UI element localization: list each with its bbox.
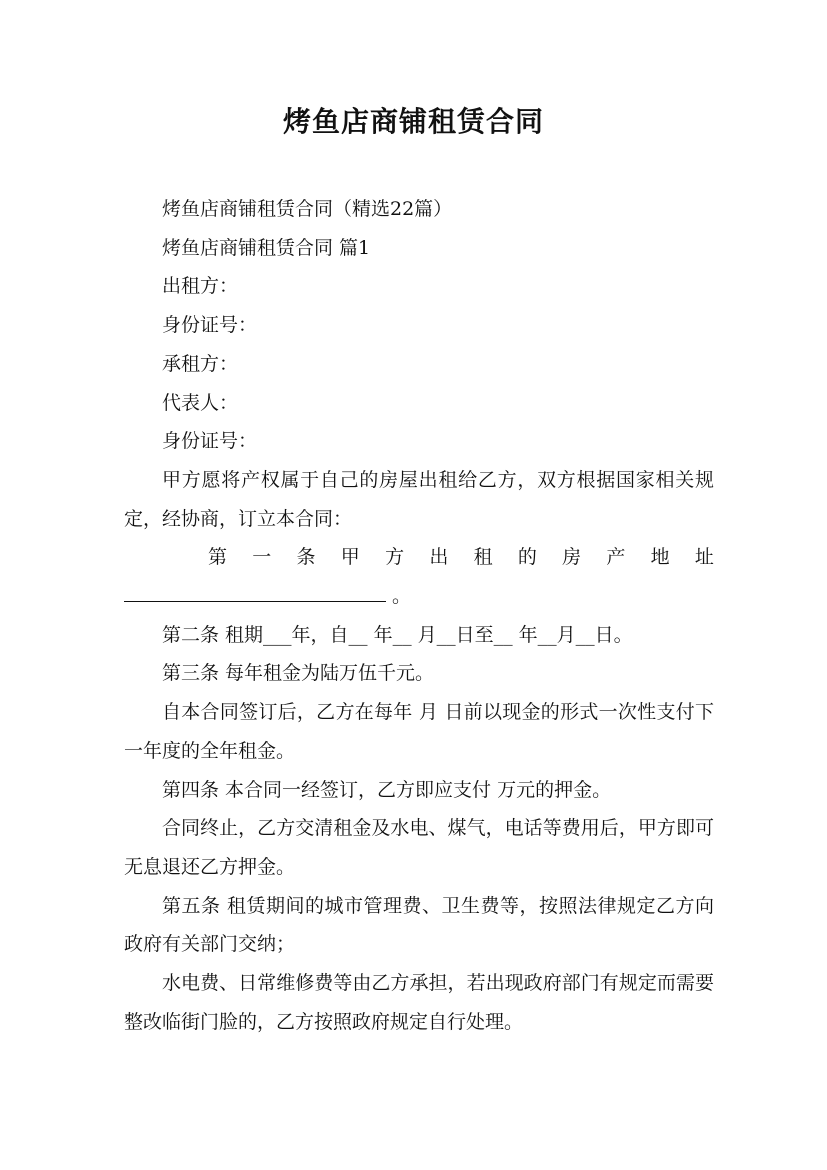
paragraph-chapter-heading: 烤鱼店商铺租赁合同 篇1 (162, 236, 371, 259)
paragraph-lessee: 承租方： (162, 352, 239, 375)
paragraph-article-3: 第三条 每年租金为陆万伍千元。 (162, 662, 435, 685)
article-1-char: 甲 (340, 546, 360, 569)
article-1-char: 的 (517, 546, 537, 569)
paragraph-deposit-refund: 合同终止，乙方交清租金及水电、煤气，电话等费用后，甲方即可无息退还乙方押金。 (124, 817, 714, 878)
article-1-line (124, 538, 714, 577)
document-title: 烤鱼店商铺租赁合同 (282, 105, 544, 138)
paragraph-payment-terms: 自本合同签订后，乙方在每年 月 日前以现金的形式一次性支付下一年度的全年租金。 (124, 701, 714, 762)
paragraph-lessor-id: 身份证号： (162, 314, 258, 337)
address-blank (124, 581, 386, 602)
article-1-char: 一 (252, 546, 272, 569)
paragraph-lessor: 出租方： (162, 275, 239, 298)
article-1-char: 地 (650, 546, 670, 569)
article-1-char: 址 (694, 546, 714, 569)
article-1-char: 方 (385, 546, 405, 569)
paragraph-article-4: 第四条 本合同一经签订，乙方即应支付 万元的押金。 (162, 778, 612, 801)
article-1-char: 租 (473, 546, 493, 569)
article-1-char: 出 (429, 546, 449, 569)
paragraph-representative: 代表人： (162, 391, 239, 414)
paragraph-lessee-id: 身份证号： (162, 430, 258, 453)
paragraph-collection-title: 烤鱼店商铺租赁合同（精选22篇） (162, 198, 453, 220)
paragraph-utilities: 水电费、日常维修费等由乙方承担，若出现政府部门有规定而需要整改临街门脸的，乙方按照政府规定自行处理。 (124, 972, 714, 1033)
paragraph-article-5: 第五条 租赁期间的城市管理费、卫生费等，按照法律规定乙方向政府有关部门交纳； (124, 894, 714, 956)
document-body (124, 190, 714, 1041)
article-1-char: 房 (562, 546, 582, 569)
article-1-address-line (124, 577, 714, 616)
paragraph-article-2: 第二条 租期___年，自__ 年__ 月__日至__ 年__月__日。 (162, 623, 633, 646)
article-1-char: 第 (208, 546, 228, 569)
article-1-char: 产 (606, 546, 626, 569)
article-1-char: 条 (296, 546, 316, 569)
article-1-tail: 。 (386, 585, 412, 608)
paragraph-preamble: 甲方愿将产权属于自己的房屋出租给乙方，双方根据国家相关规定，经协商，订立本合同： (124, 468, 714, 530)
